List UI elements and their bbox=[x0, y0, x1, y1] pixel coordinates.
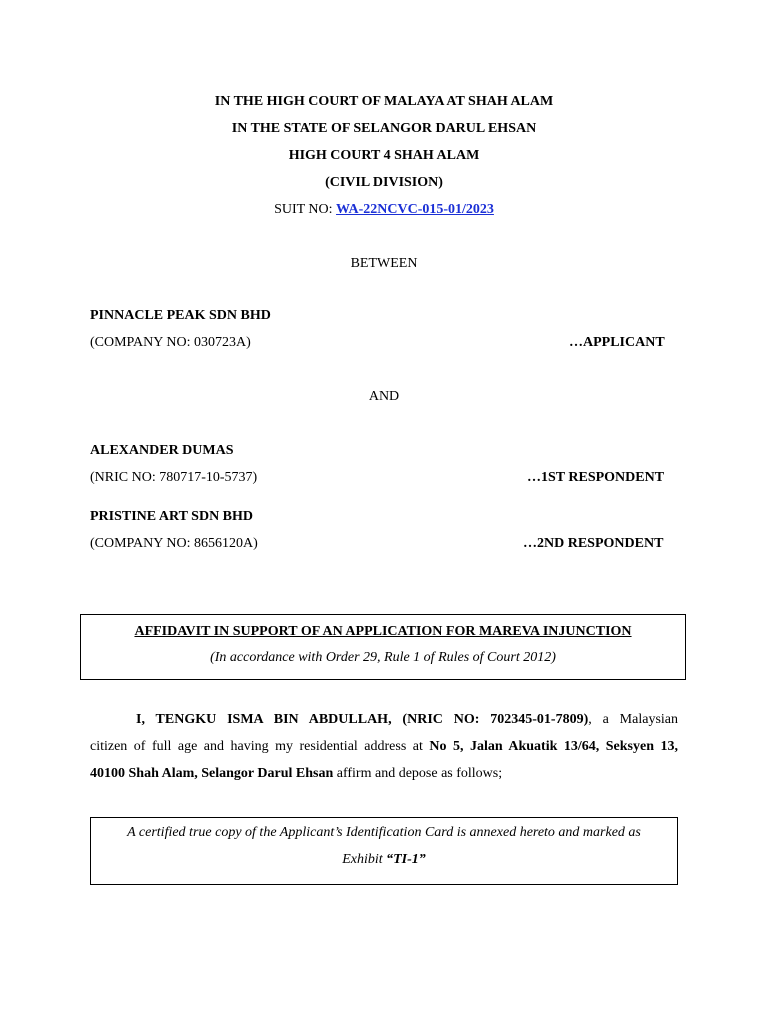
respondent1-role: …1ST RESPONDENT bbox=[527, 470, 665, 485]
deponent-address-intro: citizen of full age and having my residential address at bbox=[90, 739, 430, 754]
deponent-paragraph bbox=[90, 706, 678, 787]
and-label: AND bbox=[368, 389, 400, 404]
court-header-line-4: (CIVIL DIVISION) bbox=[325, 175, 443, 190]
deponent-identity: I, TENGKU ISMA BIN ABDULLAH, (NRIC NO: 702345-01-7809) bbox=[136, 712, 589, 727]
exhibit-label: Exhibit bbox=[342, 852, 387, 867]
between-label: BETWEEN bbox=[350, 256, 418, 271]
applicant-company-no: (COMPANY NO: 030723A) bbox=[90, 335, 251, 350]
respondent2-role: …2ND RESPONDENT bbox=[523, 536, 664, 551]
deponent-address-part-1: No 5, Jalan Akuatik 13/64, Seksyen 13, bbox=[429, 739, 678, 754]
exhibit-note-line-1: A certified true copy of the Applicant’s Identification Card is annexed hereto and marked as bbox=[127, 825, 641, 840]
applicant-role: …APPLICANT bbox=[569, 335, 665, 350]
deponent-line-1 bbox=[90, 706, 678, 733]
deponent-address-part-2: 40100 Shah Alam, Selangor Darul Ehsan bbox=[90, 766, 334, 781]
exhibit-note-box bbox=[90, 817, 678, 885]
affidavit-title-box bbox=[80, 614, 686, 680]
court-header-line-1: IN THE HIGH COURT OF MALAYA AT SHAH ALAM bbox=[214, 94, 554, 109]
respondent1-nric: (NRIC NO: 780717-10-5737) bbox=[90, 470, 258, 485]
court-header-line-3: HIGH COURT 4 SHAH ALAM bbox=[288, 148, 480, 163]
affidavit-subtitle: (In accordance with Order 29, Rule 1 of Rules of Court 2012) bbox=[210, 650, 556, 665]
respondent2-company-no: (COMPANY NO: 8656120A) bbox=[90, 536, 258, 551]
exhibit-mark: “TI-1” bbox=[386, 852, 426, 867]
suit-number-link[interactable]: WA-22NCVC-015-01/2023 bbox=[336, 202, 494, 217]
deponent-line-2 bbox=[90, 733, 678, 760]
applicant-name: PINNACLE PEAK SDN BHD bbox=[90, 308, 271, 323]
suit-number-line bbox=[0, 202, 768, 218]
court-header-line-2: IN THE STATE OF SELANGOR DARUL EHSAN bbox=[231, 121, 537, 136]
deponent-intro-rest: , a Malaysian bbox=[588, 712, 679, 727]
exhibit-note-line-2 bbox=[91, 852, 677, 868]
deponent-line-3 bbox=[90, 760, 678, 787]
respondent2-name: PRISTINE ART SDN BHD bbox=[90, 509, 254, 524]
affidavit-title: AFFIDAVIT IN SUPPORT OF AN APPLICATION FOR MAREVA INJUNCTION bbox=[134, 624, 632, 639]
deponent-affirm-text: affirm and depose as follows; bbox=[333, 766, 503, 781]
respondent1-name: ALEXANDER DUMAS bbox=[90, 443, 234, 458]
suit-prefix: SUIT NO: bbox=[274, 202, 337, 217]
